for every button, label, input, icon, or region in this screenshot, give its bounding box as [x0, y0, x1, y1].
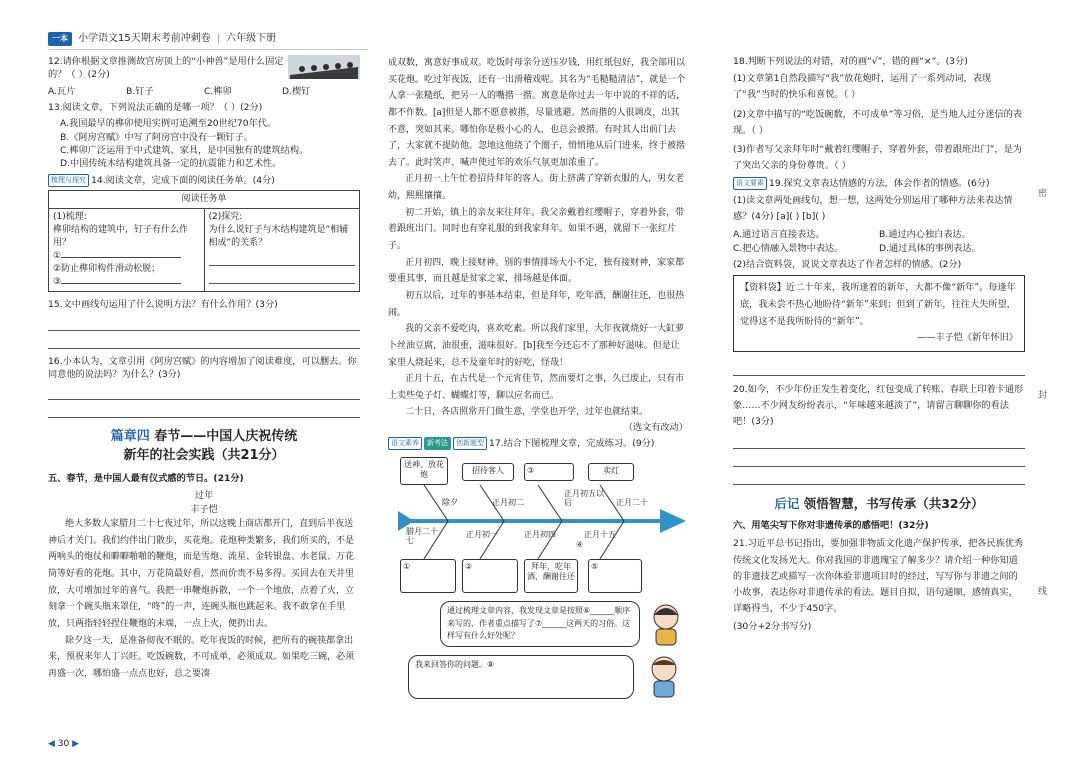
question-20 [733, 382, 1025, 485]
data-box-source: ——丰子恺《新年怀旧》 [916, 332, 1018, 344]
binding-mark: 封 [1038, 391, 1048, 401]
question-17 [388, 437, 688, 450]
essay-paragraph: 除夕这一天，是准备彻夜不眠的。吃年夜饭的时候，把所有的碗筷都拿出来，预祝来年人丁兴旺。吃饭碗数，不可成单，必须成双。如果吃三碗，必须再盛一次，哪怕盛一点点也好，总之要凑 [48, 635, 355, 679]
task-table-title: 阅读任务单 [49, 191, 360, 209]
essay-author: 丰子恺 [190, 503, 218, 515]
page-header [48, 31, 276, 47]
book-title: 小学语文15天期末考前冲刺卷 [78, 32, 211, 44]
option-b[interactable]: B.《阿房宫赋》中写了阿房宫中没有一颗钉子。 [60, 131, 253, 143]
fish-bottom-box-1[interactable]: ① [400, 559, 456, 593]
answer-line[interactable] [209, 250, 356, 266]
essay-paragraph: 我的父亲不爱吃肉，喜欢吃素。所以我们家里，大年夜就烧好一大缸萝卜丝油豆腐，油很重，滋味很好。[b]我至今还忘不了那种好滋味。但是让家里人烧起来，总不及童年时的好吃，怪哉！ [388, 324, 685, 368]
question-15-text: 15.文中画线句运用了什么说明方法？有什么作用？(3分) [48, 299, 278, 311]
chapter-subtitle: 新年的社会实践（共21分） [123, 448, 285, 464]
essay-paragraph: 初五以后，过年的事基本结束，但是拜年，吃年酒，酬谢往还，也很热闹。 [388, 290, 685, 318]
grade-label: 六年级下册 [226, 32, 277, 44]
speech-bubble-answer[interactable]: 我来回答你的问题。⑧ [408, 655, 634, 699]
fish-bottom-box-4[interactable]: ⑤ [588, 559, 642, 593]
task-right-head: (2)探究: [208, 212, 243, 223]
essay-paragraph: 正月初一上午忙着招待拜年的客人。街上挤满了穿新衣服的人，男女老幼，熙熙攘攘。 [388, 174, 685, 202]
question-19-options [733, 228, 1025, 255]
topic-tag: 语文素养 [388, 437, 422, 450]
answer-line[interactable] [733, 451, 1025, 467]
judgement-item[interactable]: (3)作者写父亲拜年时“戴着红缨帽子，穿着外套，带着跟班出门”，是为了突出父亲的身份尊贵。（ ） [733, 143, 1022, 171]
fish-top-box-2: 招待客人 [462, 463, 514, 481]
task-item-2: ②防止榫卯构件滑动松脱； [53, 264, 161, 275]
question-19-text: 19.探究文章表达情感的方法，体会作者的情感。(6分) [769, 177, 990, 189]
axis-label: 除夕 [442, 497, 458, 507]
option-b[interactable]: B.通过内心独白表达。 [879, 229, 971, 241]
reading-task-table [48, 190, 360, 292]
question-14-text: 14.阅读文章，完成下面的阅读任务单。(4分) [91, 174, 275, 186]
question-21-score: (30分+2分书写分) [733, 620, 812, 632]
section-6-heading: 六、用笔尖写下你对非遗传承的感悟吧！(32分) [733, 520, 929, 532]
option-a[interactable]: A.我国最早的榫卯使用实例可追溯至20世纪70年代。 [60, 118, 277, 130]
question-12-options [48, 85, 360, 98]
fishbone-diagram [388, 455, 688, 705]
question-19-part-2: (2)结合资料袋，说说文章表达了作者怎样的情感。(2分) [733, 259, 962, 271]
essay-paragraph: 成双数，寓意好事成双。吃饭时母亲分送压岁钱，用红纸包好，我全部用以买花炮。吃过年夜饭，还有一出滑稽戏呢。其名为“毛糙糙清洁”，就是一个人拿一张糙纸，把另一人的嘴揩一揩。寓意是你过去一年中说的不祥的话，都不作数。[a]但是人都不愿意被揩，尽量逃避。然而揩的人很调皮，出其不意，突如其来。哪怕你是极小心的人，也总会被揩。有时其人出前门去了，大家就不提防他。忽地这他绕了个圈子，悄悄地从后门进来，终于被揩去了。此时笑声、喊声使过年的欢乐气氛更加浓重了。 [388, 58, 686, 168]
task-left-head: (1)梳理: [53, 212, 87, 223]
question-14 [48, 174, 360, 293]
fish-bottom-box-3: 拜年，吃年酒，酬谢往还 [524, 559, 578, 593]
answer-line[interactable] [48, 402, 360, 418]
option-c[interactable]: C.榫卯广泛运用于中式建筑、家具，是中国独有的建筑结构。 [60, 145, 309, 157]
fish-blank-4[interactable]: ④ [576, 539, 584, 549]
header-rule [48, 49, 368, 50]
binding-mark: 线 [1038, 587, 1048, 597]
option-c[interactable]: C.榫卯 [204, 85, 232, 97]
axis-label: 正月初一 [466, 529, 498, 539]
question-13-text: 13.阅读文章，下列说法正确的是哪一项？（ ）(2分) [48, 102, 263, 114]
fish-bottom-box-2[interactable]: ② [462, 559, 518, 593]
answer-line[interactable] [733, 469, 1025, 485]
child-avatar [644, 653, 684, 699]
essay-source: （选文有改动） [623, 422, 688, 434]
axis-label: 正月初五以后 [564, 488, 604, 508]
judgement-item[interactable]: (2)文章中描写的“吃饭碗数，不可成单”等习俗，是当地人过分迷信的表现。（ ） [733, 108, 1022, 136]
series-badge: 一本 [48, 32, 72, 46]
option-b[interactable]: B.钉子 [126, 85, 154, 97]
topic-tag: 新考法 [424, 437, 451, 450]
question-20-text: 20.如今，不少年份正发生着变化，红包变成了转账、春联上印着卡通形象……不少网友纷纷表示，“年味越来越淡了”，请留言聊聊你的看法吧！(3分) [733, 383, 1024, 427]
chapter-heading [48, 428, 360, 447]
option-a[interactable]: A.通过语言直接表达。 [733, 229, 825, 241]
option-a[interactable]: A.瓦片 [48, 85, 76, 97]
question-12-text: 12.请你根据文章推测故宫房顶上的“小神兽”是用什么固定的？（ ）(2分) [48, 56, 284, 81]
question-16-text: 16.小本认为，文章引用《阿房宫赋》的内容增加了阅读难度，可以删去。你同意他的说法吗？为什么？(3分) [48, 355, 357, 381]
page-number: 30 [57, 739, 70, 749]
fish-top-box-4: 卖灯 [588, 463, 634, 481]
option-d[interactable]: D.中国传统木结构建筑具备一定的抗震能力和艺术性。 [60, 158, 282, 170]
question-18-text: 18.判断下列说法的对错，对的画“√”，错的画“×”。(3分) [733, 56, 968, 67]
topic-tag: 创新题型 [453, 437, 487, 450]
answer-line[interactable] [209, 268, 356, 284]
question-12 [48, 55, 360, 98]
task-left-question: 榫卯结构的建筑中，钉子有什么作用？ [53, 225, 189, 249]
task-item-3[interactable]: ③ [53, 276, 200, 289]
answer-line[interactable] [733, 360, 1025, 376]
option-d[interactable]: D.楔钉 [282, 85, 311, 97]
axis-label: 正月初四 [524, 529, 556, 539]
question-15 [48, 298, 360, 348]
judgement-item[interactable]: (1)文章第1自然段描写“我”放花炮时，运用了一系列动词，表现了“我”当时的快乐和喜悦。（ ） [733, 73, 992, 101]
child-avatar [646, 601, 686, 647]
data-box [733, 275, 1025, 351]
column-left [48, 55, 360, 683]
question-13 [48, 101, 360, 171]
axis-label: 腊月二十七 [406, 526, 438, 546]
axis-label: 正月初二 [492, 497, 524, 507]
axis-label: 正月十五 [584, 529, 616, 539]
afterword-heading [733, 495, 1025, 513]
task-item-1[interactable]: ① [53, 250, 200, 263]
header-separator: | [216, 32, 221, 44]
answer-line[interactable] [48, 333, 360, 349]
question-21-text: 21.习近平总书记指出，要加强非物质文化遗产保护传承，把各民族优秀传统文化发扬光大。你对我国的非遗瑰宝了解多少？请介绍一种你知道的非遗技艺或描写一次你体验非遗项目时的经过，写写你与非遗之间的小故事，表达你对非遗传承的看法。题目自拟，语句通顺，感情真实，详略得当，不少于450字。 [733, 538, 1024, 614]
afterword-title: 领悟智慧，书写传承（共32分） [803, 496, 984, 511]
column-right [733, 55, 1025, 636]
topic-tag: 梳理与探究 [48, 174, 89, 187]
answer-line[interactable] [733, 433, 1025, 449]
fish-top-box-1: 送神、放花炮 [400, 457, 448, 485]
section-5-heading: 五、春节，是中国人最有仪式感的节日。(21分) [48, 473, 244, 485]
column-middle [388, 55, 688, 705]
chapter-title: 春节——中国人庆祝传统 [154, 429, 298, 445]
option-c[interactable]: C.把心情融入景物中表达。 [733, 242, 844, 254]
task-right-question: 为什么说钉子与木结构建筑是“相辅相成”的关系？ [208, 225, 349, 249]
afterword-label: 后记 [774, 496, 800, 511]
essay-paragraph: 正月初四，晚上接财神。别的事情排场大小不定，独有接财神，家家都要重其事，而且越是贫家之家，排场越是体面。 [388, 257, 685, 285]
essay-paragraph: 二十日，各店照常开门做生意，学堂也开学，过年也就结束。 [405, 407, 649, 418]
essay-paragraph: 初二开始，镇上的亲友来往拜年。我父亲戴着红缨帽子，穿着外套，带着跟班出门。同时也有穿礼服的到我家拜年。如果不遇，就留下一张红片子。 [388, 207, 685, 252]
question-19 [733, 177, 1025, 376]
fish-top-box-3[interactable]: ③ [524, 463, 574, 481]
question-18 [733, 55, 1025, 174]
topic-tag: 语文要素 [733, 177, 767, 190]
question-17-text: 17.结合下图梳理文章，完成练习。(9分) [489, 438, 655, 450]
speech-bubble-question: 通过梳理文章内容，我发现文章是按照⑥______顺序来写的，作者重点描写了⑦______这两天的习俗。这样写有什么好处呢？ [440, 601, 640, 647]
essay-paragraph: 正月十五，在古代是一个元宵佳节，然而要灯之事，久已废止，只有市上卖些兔子灯、蝴蝶灯等，聊以应名而已。 [388, 374, 685, 401]
essay-paragraph: 绝大多数人家腊月二十七夜过年，所以这晚上商店都开门，直到后半夜送神后才关门。我们约伴出门散步，买花炮。花炮种类繁多，我们所买的，不是两响头的炮仗和噼噼啪啪的鞭炮，而是雪炮、流星、金转银盘、水老鼠、万花筒等好看的花炮。其中，万花筒最好看，然而价贵不易多得。买回去在天井里放，大可增加过年的喜气。我把一串鞭炮拆散，一个一个地放，点着了火，立刻拿一个碗头瓶来罩住，“咚”的一声，连碗头瓶也跳起来。我不敢拿在手里放，只两指轻轻捏住鞭炮的末端，一点上火，便扔出去。 [48, 519, 355, 630]
chapter-label: 篇章四 [110, 429, 150, 445]
essay-title: 过年 [194, 490, 214, 502]
axis-label: 正月二十 [616, 497, 648, 507]
option-d[interactable]: D.通过具体的事例表达。 [879, 242, 981, 254]
binding-mark: 密 [1038, 189, 1048, 199]
question-16 [48, 355, 360, 419]
palace-roof-image [288, 55, 360, 79]
data-box-text: 【资料袋】近二十年来，我所逢着的新年，大都不像“新年”。每逢年底，我未尝不热心地盼待“新年”来到；但到了新年，往往大失所望，觉得这不是我所盼待的“新年”。 [740, 282, 1016, 327]
page-footer: ◀ 30 ▶ [48, 739, 80, 749]
answer-line[interactable] [48, 315, 360, 331]
answer-line[interactable] [48, 384, 360, 400]
question-19-part-1[interactable]: (1)读文章两处画线句，想一想，这两处分别运用了哪种方法来表达情感？(4分) [a]( ) [b]( ) [733, 195, 1013, 223]
